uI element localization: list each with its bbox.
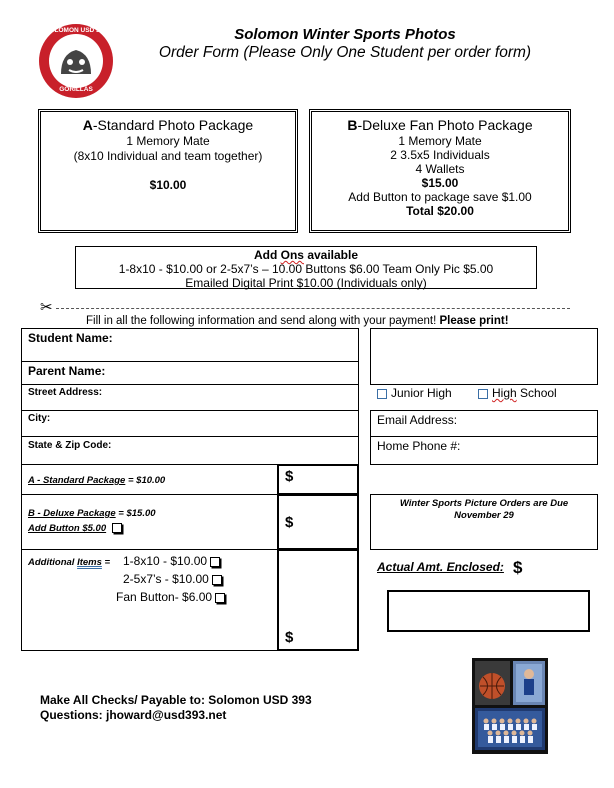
enclosed-amount-field[interactable] bbox=[387, 590, 590, 632]
standard-package-row bbox=[21, 464, 278, 495]
scissors-icon: ✂ bbox=[40, 299, 53, 316]
city-label: City: bbox=[28, 413, 51, 424]
item-fan-button-checkbox[interactable] bbox=[215, 593, 225, 603]
additional-items-row bbox=[21, 549, 278, 651]
package-a-title: A-Standard Photo Package bbox=[82, 117, 254, 133]
high-school-option[interactable]: High School bbox=[478, 386, 557, 400]
item-8x10: 1-8x10 - $10.00 bbox=[123, 554, 220, 568]
addons-line1: 1-8x10 - $10.00 or 2-5x7’s – 10.00 Buttons $6.00 Team Only Pic $5.00 bbox=[118, 262, 494, 276]
street-address-label: Street Address: bbox=[28, 387, 103, 398]
package-b-title: B-Deluxe Fan Photo Package bbox=[347, 117, 533, 133]
page-subtitle: Order Form (Please Only One Student per order form) bbox=[158, 44, 532, 61]
student-name-field[interactable] bbox=[21, 328, 359, 362]
standard-amount-field[interactable] bbox=[277, 464, 359, 495]
addons-line2: Emailed Digital Print $10.00 (Individuals only) bbox=[185, 276, 427, 290]
enclosed-label: Actual Amt. Enclosed: bbox=[377, 560, 504, 574]
package-b-addon: Add Button to package save $1.00 bbox=[348, 190, 532, 204]
email-field[interactable] bbox=[370, 410, 598, 437]
addons-box bbox=[75, 246, 537, 289]
package-a-line1: 1 Memory Mate bbox=[126, 134, 210, 148]
deluxe-amount-field[interactable] bbox=[277, 494, 359, 550]
additional-amount-field[interactable] bbox=[277, 549, 359, 651]
notes-box[interactable] bbox=[370, 328, 598, 385]
standard-package-label: A - Standard Package = $10.00 bbox=[28, 475, 166, 486]
package-b-price: $15.00 bbox=[421, 176, 459, 190]
checks-payable: Make All Checks/ Payable to: Solomon USD 393 bbox=[40, 693, 312, 707]
package-b-line3: 4 Wallets bbox=[415, 162, 465, 176]
instructions: Fill in all the following information and send along with your payment! Please print! bbox=[86, 315, 509, 327]
home-phone-label: Home Phone #: bbox=[377, 439, 461, 453]
add-button-checkbox[interactable] bbox=[112, 523, 122, 533]
cut-line bbox=[56, 308, 570, 309]
logo-text-bottom: GORILLAS bbox=[59, 86, 93, 93]
page-title: Solomon Winter Sports Photos bbox=[234, 26, 456, 43]
parent-name-field[interactable] bbox=[21, 361, 359, 385]
due-notice: Winter Sports Picture Orders are Due November 29 bbox=[370, 494, 598, 550]
email-label: Email Address: bbox=[377, 413, 458, 427]
item-fan-button: Fan Button- $6.00 bbox=[116, 590, 225, 604]
deluxe-package-label: B - Deluxe Package = $15.00 bbox=[28, 508, 156, 519]
add-button-option: Add Button $5.00 bbox=[28, 523, 122, 534]
sample-memory-mate-photo bbox=[472, 658, 548, 754]
enclosed-dollar-sign: $ bbox=[513, 558, 523, 577]
school-logo bbox=[39, 24, 113, 98]
package-b-line2: 2 3.5x5 Individuals bbox=[390, 148, 490, 162]
state-zip-label: State & Zip Code: bbox=[28, 440, 112, 451]
package-b-total: Total $20.00 bbox=[406, 204, 474, 218]
city-field[interactable] bbox=[21, 410, 359, 437]
package-a-box bbox=[38, 109, 298, 233]
state-zip-field[interactable] bbox=[21, 436, 359, 465]
standard-dollar-sign: $ bbox=[285, 468, 294, 485]
item-8x10-checkbox[interactable] bbox=[210, 557, 220, 567]
deluxe-dollar-sign: $ bbox=[285, 514, 294, 531]
student-name-label: Student Name: bbox=[28, 331, 113, 345]
logo-text-top: SOLOMON USD 393 bbox=[45, 27, 107, 34]
package-b-line1: 1 Memory Mate bbox=[398, 134, 482, 148]
addons-title: Add Ons available bbox=[253, 248, 359, 262]
questions-contact: Questions: jhoward@usd393.net bbox=[40, 708, 227, 722]
item-5x7: 2-5x7’s - $10.00 bbox=[123, 572, 222, 586]
home-phone-field[interactable] bbox=[370, 436, 598, 465]
junior-high-option[interactable]: Junior High bbox=[377, 386, 452, 400]
deluxe-package-row bbox=[21, 494, 278, 550]
package-a-line2: (8x10 Individual and team together) bbox=[73, 149, 263, 163]
additional-dollar-sign: $ bbox=[285, 629, 294, 646]
package-b-box bbox=[309, 109, 571, 233]
package-a-price: $10.00 bbox=[149, 178, 187, 192]
item-5x7-checkbox[interactable] bbox=[212, 575, 222, 585]
high-school-checkbox[interactable] bbox=[478, 389, 488, 399]
junior-high-checkbox[interactable] bbox=[377, 389, 387, 399]
street-address-field[interactable] bbox=[21, 384, 359, 411]
parent-name-label: Parent Name: bbox=[28, 364, 106, 378]
additional-items-label: Additional Items = bbox=[28, 557, 111, 568]
